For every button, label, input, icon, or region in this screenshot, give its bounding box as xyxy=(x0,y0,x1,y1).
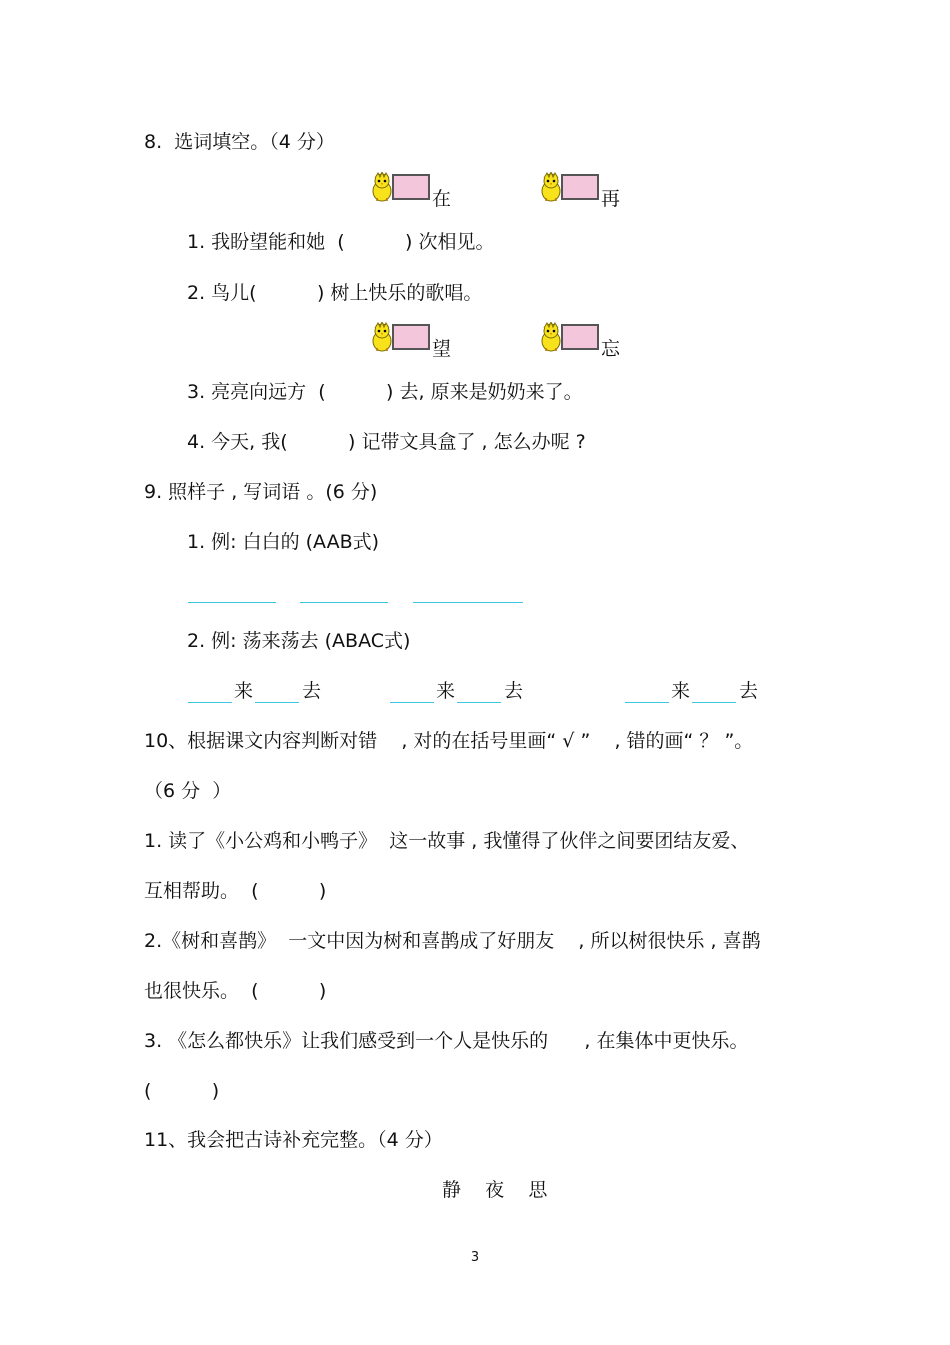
q10-item-3-line-2: ( ) xyxy=(144,1080,220,1102)
word-box xyxy=(561,324,599,350)
answer-blank[interactable] xyxy=(390,680,434,703)
lai-char: 来 xyxy=(234,680,254,702)
word-option-zai2: 再 xyxy=(601,188,621,210)
qu-char: 去 xyxy=(504,680,524,702)
q9-example-1: 1. 例: 白白的 (AAB式) xyxy=(187,531,380,553)
q9-example-2: 2. 例: 荡来荡去 (ABAC式) xyxy=(187,630,411,652)
word-option-zai: 在 xyxy=(432,188,452,210)
lai-char: 来 xyxy=(671,680,691,702)
q9-title: 9. 照样子 , 写词语 。(6 分) xyxy=(144,481,378,503)
answer-blank[interactable] xyxy=(625,680,669,703)
answer-blank[interactable] xyxy=(413,580,523,603)
word-box xyxy=(561,174,599,200)
chick-icon xyxy=(371,172,393,202)
chick-icon xyxy=(371,322,393,352)
page-number: 3 xyxy=(470,1250,480,1265)
qu-char: 去 xyxy=(302,680,322,702)
q8-title: 8. 选词填空。（4 分） xyxy=(144,131,335,153)
q8-sentence-3: 3. 亮亮向远方 ( ) 去, 原来是奶奶来了。 xyxy=(187,381,583,403)
q10-item-2-line-1: 2.《树和喜鹊》 一文中因为树和喜鹊成了好朋友 , 所以树很快乐 , 喜鹊 xyxy=(144,930,761,952)
word-box xyxy=(392,174,430,200)
poem-title: 静 夜 思 xyxy=(442,1179,548,1201)
answer-blank[interactable] xyxy=(457,680,501,703)
chick-icon xyxy=(540,322,562,352)
q8-sentence-1: 1. 我盼望能和她 ( ) 次相见。 xyxy=(187,231,495,253)
q8-sentence-4: 4. 今天, 我( ) 记带文具盒了 , 怎么办呢 ? xyxy=(187,431,586,453)
chick-icon xyxy=(540,172,562,202)
answer-blank[interactable] xyxy=(188,680,232,703)
q11-title: 11、我会把古诗补充完整。（4 分） xyxy=(144,1129,443,1151)
q10-score: （6 分 ） xyxy=(144,780,232,802)
q10-item-2-line-2: 也很快乐。 ( ) xyxy=(144,980,327,1002)
qu-char: 去 xyxy=(739,680,759,702)
answer-blank[interactable] xyxy=(692,680,736,703)
answer-blank[interactable] xyxy=(188,580,276,603)
q10-item-3-line-1: 3. 《怎么都快乐》让我们感受到一个人是快乐的 , 在集体中更快乐。 xyxy=(144,1030,749,1052)
answer-blank[interactable] xyxy=(255,680,299,703)
lai-char: 来 xyxy=(436,680,456,702)
q10-item-1-line-1: 1. 读了《小公鸡和小鸭子》 这一故事 , 我懂得了伙伴之间要团结友爱、 xyxy=(144,830,750,852)
word-option-wang: 望 xyxy=(432,338,452,360)
word-box xyxy=(392,324,430,350)
word-option-wang2: 忘 xyxy=(601,338,621,360)
answer-blank[interactable] xyxy=(300,580,388,603)
q10-item-1-line-2: 互相帮助。 ( ) xyxy=(144,880,327,902)
q8-sentence-2: 2. 鸟儿( ) 树上快乐的歌唱。 xyxy=(187,282,483,304)
q10-title: 10、根据课文内容判断对错 , 对的在括号里画“ √ ” , 错的画“ ？ ”。 xyxy=(144,730,754,752)
